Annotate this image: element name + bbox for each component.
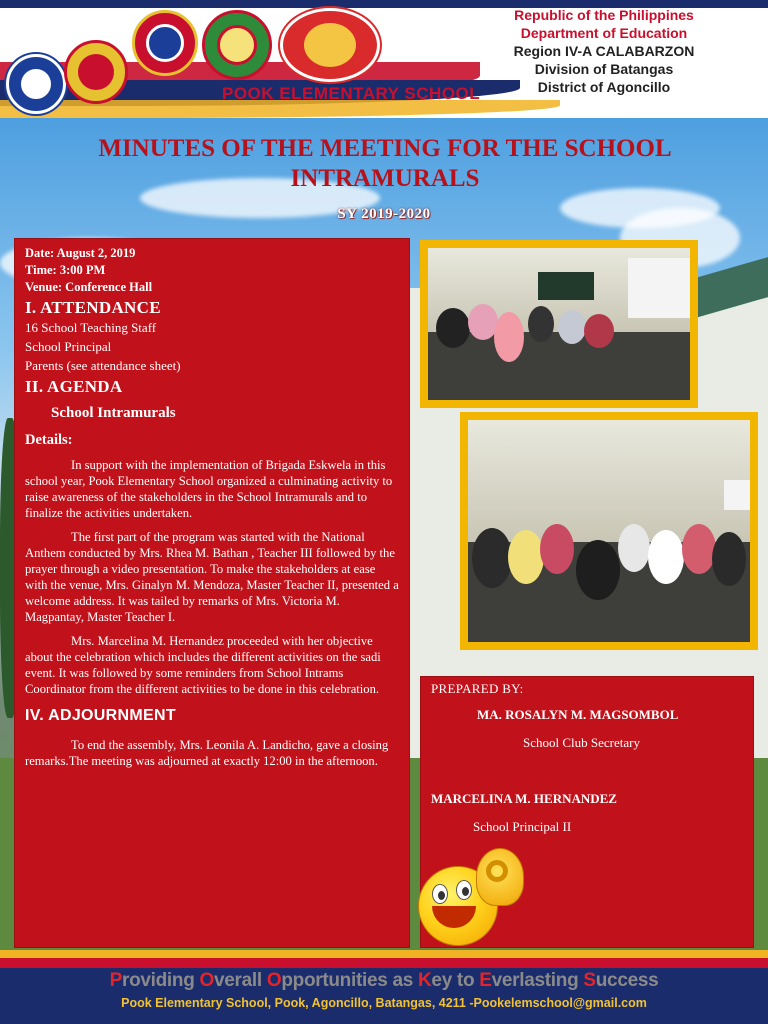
footer [0,950,768,1024]
school-year: SY 2019-2020 [337,206,431,222]
deped-seal-icon [6,54,66,114]
deped-line-department: Department of Education [520,25,688,41]
deped-line-region: Region IV-A CALABARZON [513,43,695,59]
motto-initial: K [418,970,432,991]
meeting-time: Time: 3:00 PM [25,263,106,277]
meeting-photo-1 [420,240,698,408]
school-seal-icon [280,8,380,82]
deped-line-republic: Republic of the Philippines [514,7,694,23]
attendance-heading: I. ATTENDANCE [25,298,161,317]
details-heading: Details: [25,432,73,448]
principal-role: School Principal II [473,819,572,834]
motto-word: uccess [595,970,659,991]
classroom-photo-icon [428,248,690,400]
adjournment-text: To end the assembly, Mrs. Leonila A. Landicho, gave a closing remarks.The meeting was adjourned at exactly 12:00 in the afternoon. [25,738,389,768]
details-paragraph: The first part of the program was started with the National Anthem conducted by Mrs. Rhea M. Bathan , Teacher III followed by the prayer through a video presentation. To make the stakeholders at ease with the venue, Mrs. Ginalyn M. Mendoza, Master Teacher II, presented a welcome address. It was tailed by remarks of Mrs. Victoria M. Magpantay, Master Teacher I. [25,530,399,624]
agenda-heading: II. AGENDA [25,377,123,396]
motto-word: pportunities [281,970,393,991]
preparer-role: School Club Secretary [523,735,640,750]
details-paragraph: In support with the implementation of Brigada Eskwela in this school year, Pook Elementary School organized a culminating activity to raise awareness of the stakeholders in the School Intramurals and to finalize the activities undertaken. [25,458,393,520]
meeting-date: Date: August 2, 2019 [25,246,136,260]
deped-line-division: Division of Batangas [534,61,674,77]
motto-initial: P [109,970,122,991]
classroom-photo-icon [468,420,750,642]
deped-address-block [486,6,722,96]
motto-word: ey to [431,970,480,991]
details-paragraph: Mrs. Marcelina M. Hernandez proceeded with her objective about the celebration which includes the different activities on the sadi event. It was followed by some reminders from School Intrams Coordinator from the different activities to be done in this celebration. [25,634,381,696]
motto-initial: O [199,970,214,991]
ok-hand-smiley-icon [414,848,526,948]
division-seal-icon [132,10,198,76]
school-name: POOK ELEMENTARY SCHOOL [222,84,481,103]
letterhead [0,0,768,118]
preparer-name: MA. ROSALYN M. MAGSOMBOL [477,707,679,722]
minutes-panel [14,238,410,948]
motto-word: roviding [121,970,200,991]
motto-initial: E [479,970,492,991]
adjournment-heading: IV. ADJOURNMENT [25,707,176,724]
meeting-photo-2 [460,412,758,650]
district-seal-icon [202,10,272,80]
school-address: Pook Elementary School, Pook, Agoncillo, Batangas, 4211 -Pookelemschool@gmail.com [121,996,647,1010]
meeting-venue: Venue: Conference Hall [25,280,153,294]
deped-line-district: District of Agoncillo [537,79,671,95]
attendance-item: Parents (see attendance sheet) [25,358,181,373]
motto-word: verall [214,970,267,991]
attendance-item: 16 School Teaching Staff [25,320,157,335]
motto-initial: S [583,970,596,991]
principal-name: MARCELINA M. HERNANDEZ [431,791,617,806]
motto-word: verlasting [491,970,584,991]
attendance-item: School Principal [25,339,112,354]
document-title: MINUTES OF THE MEETING FOR THE SCHOOL INTRAMURALS [98,135,672,192]
prepared-by-heading: PREPARED BY: [431,681,524,696]
region-seal-icon [64,40,128,104]
school-motto [0,970,768,992]
agenda-item: School Intramurals [51,405,176,421]
motto-word: as [392,970,418,991]
motto-initial: O [266,970,282,991]
